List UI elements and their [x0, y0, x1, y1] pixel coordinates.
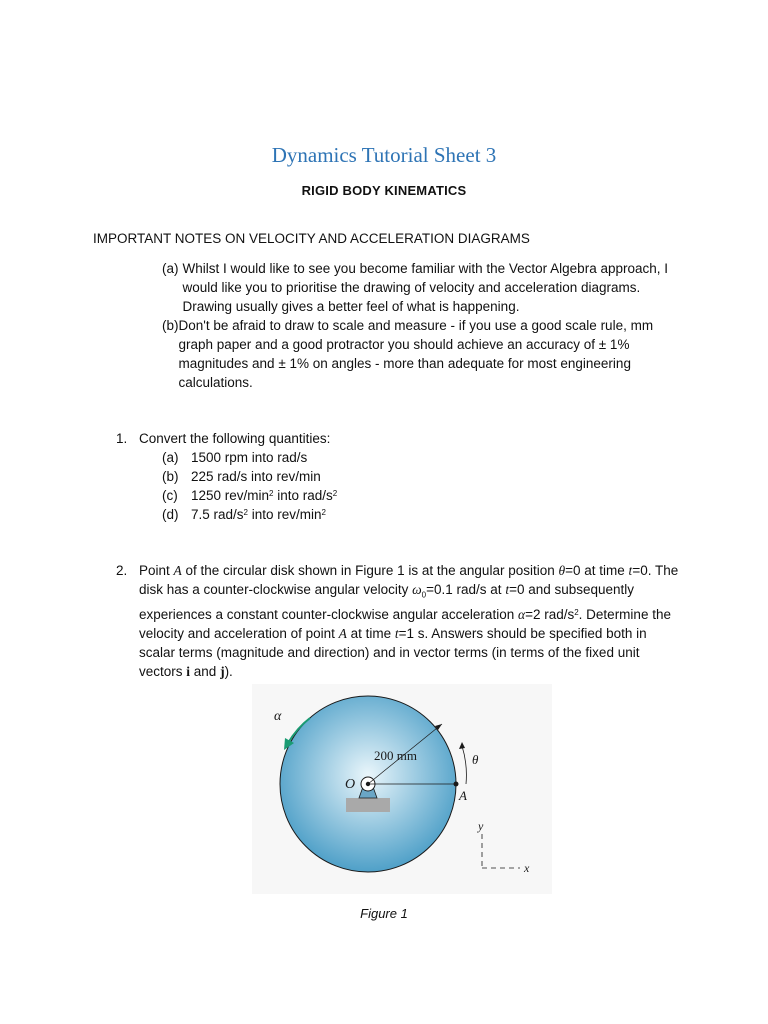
notes-list — [162, 259, 682, 392]
note-text: Don't be afraid to draw to scale and measure - if you use a good scale rule, mm graph paper and a good protractor you should achieve an accuracy of ± 1% magnitudes and ± 1% on angles - more than adequate for most engineering calculations. — [178, 318, 654, 390]
question-text: Point A of the circular disk shown in Figure 1 is at the angular position θ=0 at time t=0. The disk has a counter-clockwise angular velocity $\omega_0=0.1$ rad/s at t=0 and subsequently experiences a constant counter-clockwise angular acceleration α=2 rad/$s^2$. Determine the velocity and acceleration of point A at time t=1 s. Answers should be specified both in scalar terms (magnitude and direction) and in vector terms (in terms of the fixed unit vectors i and j). — [139, 563, 679, 679]
question-number: 1. — [116, 431, 128, 446]
superscript: 2 — [321, 508, 326, 517]
radius-label: 200 mm — [374, 748, 417, 763]
superscript: 2 — [243, 508, 248, 517]
note-label: (a) — [162, 261, 179, 276]
disk-diagram — [252, 684, 552, 894]
page-subtitle: RIGID BODY KINEMATICS — [301, 183, 467, 198]
superscript: 2 — [269, 489, 274, 498]
point-A-marker — [454, 782, 459, 787]
notes-heading: IMPORTANT NOTES ON VELOCITY AND ACCELERATION DIAGRAMS — [93, 231, 530, 246]
item-text: 7.5 rad/s — [191, 507, 244, 522]
support-base — [346, 798, 390, 812]
item-text: into rev/min — [247, 507, 322, 522]
note-item — [162, 259, 682, 316]
superscript: 2 — [332, 489, 338, 498]
x-axis-label: x — [524, 861, 530, 875]
figure-1 — [252, 684, 552, 894]
question-text: Convert the following quantities: — [139, 431, 331, 446]
center-label: O — [345, 777, 356, 792]
item-label: (a) — [162, 450, 179, 465]
y-axis-label: y — [478, 819, 484, 833]
note-item — [162, 316, 682, 392]
conversion-item — [162, 505, 326, 524]
item-label: (c) — [162, 488, 178, 503]
note-label: (b) — [162, 318, 179, 333]
page-title: Dynamics Tutorial Sheet 3 — [271, 143, 497, 167]
theta-label: θ — [472, 752, 479, 767]
conversion-item — [162, 467, 321, 486]
conversion-item — [162, 448, 307, 467]
conversion-item — [162, 486, 337, 505]
figure-caption: Figure 1 — [360, 906, 408, 921]
note-text: Whilst I would like to see you become familiar with the Vector Algebra approach, I would like you to prioritise the drawing of velocity and acceleration diagrams. Drawing usually gives a better feel of what is happening. — [182, 261, 668, 314]
item-text: 225 rad/s into rev/min — [191, 469, 321, 484]
item-label: (d) — [162, 507, 179, 522]
question-number: 2. — [116, 563, 128, 578]
item-text: 1500 rpm into rad/s — [191, 450, 308, 465]
item-text: 1250 rev/min — [191, 488, 270, 503]
point-A-label: A — [459, 788, 467, 803]
item-text: into rad/s — [273, 488, 333, 503]
alpha-label: α — [274, 709, 282, 724]
item-label: (b) — [162, 469, 179, 484]
